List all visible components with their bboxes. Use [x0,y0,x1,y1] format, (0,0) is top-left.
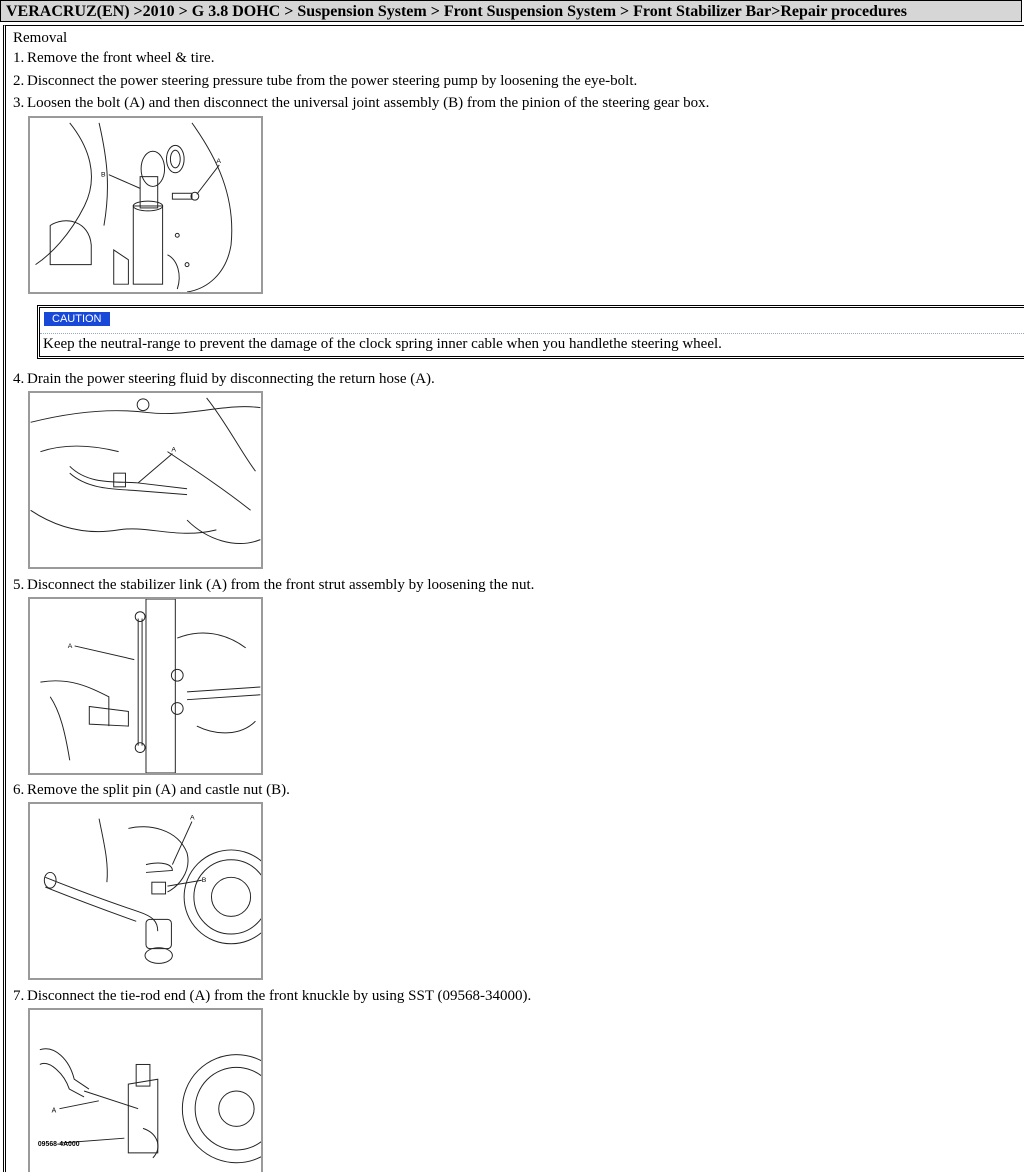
figure-label-a: A [51,1107,57,1115]
step-number: 6. [13,782,25,798]
figure-return-hose [28,391,263,569]
caution-badge: CAUTION [44,312,110,326]
step-6 [13,782,290,799]
figure-label-b: B [201,877,207,885]
caution-divider [40,333,1024,334]
step-number: 4. [13,371,25,387]
figure-label-a: A [67,642,73,650]
figure-universal-joint [28,116,263,294]
figure-split-pin [28,802,263,980]
step-7 [13,988,531,1005]
step-text: Remove the split pin (A) and castle nut (B). [27,782,290,798]
step-text: Disconnect the stabilizer link (A) from the front strut assembly by loosening the nut. [27,577,535,593]
step-text: Disconnect the power steering pressure tube from the power steering pump by loosening the eye-bolt. [27,73,638,89]
figure-label-a: A [189,814,195,822]
step-number: 5. [13,577,25,593]
figure-label-b: B [101,171,106,179]
breadcrumb-bar [0,0,1022,22]
figure-label-a: A [171,446,176,454]
step-4 [13,371,435,388]
figure-tie-rod-sst [28,1008,263,1172]
step-text: Loosen the bolt (A) and then disconnect the universal joint assembly (B) from the pinion of the steering gear box. [27,95,710,111]
step-text: Remove the front wheel & tire. [27,50,215,66]
figure-label-a: A [216,157,221,165]
figure-stabilizer-link [28,597,263,775]
caution-text: Keep the neutral-range to prevent the damage of the clock spring inner cable when you handlethe steering wheel. [43,336,722,352]
step-number: 7. [13,988,25,1004]
step-number: 3. [13,95,25,111]
step-3 [13,95,709,112]
section-title: Removal [13,30,68,46]
step-1 [13,50,214,67]
step-text: Disconnect the tie-rod end (A) from the front knuckle by using SST (09568-34000). [27,988,532,1004]
breadcrumb: VERACRUZ(EN) >2010 > G 3.8 DOHC > Suspension System > Front Suspension System > Front Stabilizer Bar>Repair procedures [6,3,907,20]
sst-tool-number: 09568-4A000 [37,1141,80,1149]
step-2 [13,73,637,90]
step-text: Drain the power steering fluid by disconnecting the return hose (A). [27,371,435,387]
step-5 [13,577,534,594]
step-number: 2. [13,73,25,89]
step-number: 1. [13,50,25,66]
